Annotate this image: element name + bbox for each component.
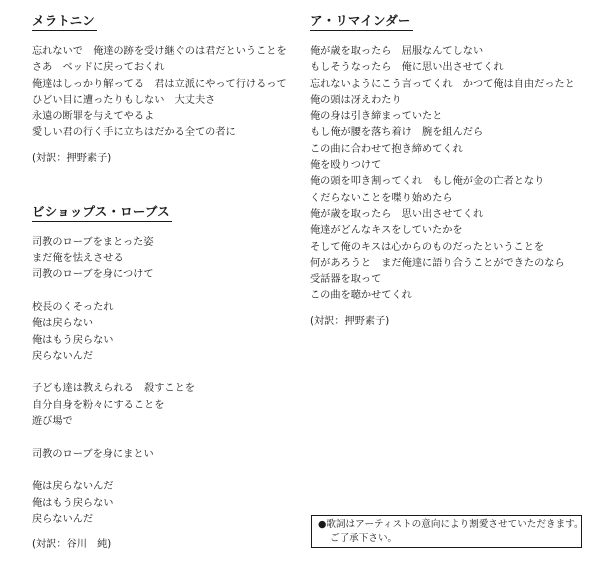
lyric-line: まだ俺を怯えさせる (32, 253, 124, 265)
lyric-line: 受話器を取って (310, 274, 382, 286)
stanza-break (32, 430, 294, 446)
lyric-line: 俺が歳を取ったら 思い出させてくれ (310, 208, 484, 220)
right-column (310, 10, 580, 330)
lyric-line: 俺を殴りつけて (310, 160, 382, 172)
spacer (32, 142, 294, 151)
lyric-line: 愛しい君の行く手に立ちはだかる全ての者に (32, 127, 236, 139)
stanza-break (32, 284, 294, 300)
lyric-line: 俺の頭は冴えわたり (310, 94, 402, 106)
lyric-line: ひどい目に遭ったりもしない 大丈夫さ (32, 94, 216, 106)
lyric-line: 永遠の断罪を与えてやるよ (32, 111, 155, 123)
lyrics-block (32, 235, 294, 528)
spacer (32, 528, 294, 537)
lyric-line: 戻らないんだ (32, 513, 94, 525)
lyric-line: 俺はもう戻らない (32, 497, 114, 509)
song-bishops-robes (32, 201, 294, 553)
spacer (32, 31, 294, 44)
lyrics-block (310, 44, 580, 305)
lyric-line: さあ ベッドに戻っておくれ (32, 62, 165, 74)
lyric-line: 俺は戻らないんだ (32, 481, 114, 493)
song-title: ビショップス・ローブス (32, 203, 172, 222)
stanza-break (32, 463, 294, 479)
lyric-line: 校長のくそったれ (32, 301, 114, 313)
translator-credit: (対訳：押野素子) (32, 152, 112, 164)
spacer (32, 222, 294, 235)
lyric-line: 俺達はしっかり解ってる 君は立派にやって行けるって (32, 78, 287, 90)
lyric-line: 忘れないで 俺達の跡を受け継ぐのは君だということを (32, 46, 287, 57)
lyrics-block (32, 44, 294, 142)
stanza-break (32, 365, 294, 381)
translator-credit: (対訳：谷川 純) (32, 539, 112, 551)
song-a-reminder (310, 10, 580, 330)
lyric-line: くだらないことを喋り始めたら (310, 192, 453, 204)
notice-line: ご了承下さい。 (330, 533, 398, 544)
lyric-line: 自分自身を粉々にすることを (32, 399, 165, 411)
lyric-line: 俺はもう戻らない (32, 334, 114, 346)
lyric-line: 司教のローブをまとった姿 (32, 236, 154, 248)
lyric-line: もしそうなったら 俺に思い出させてくれ (310, 62, 504, 74)
lyric-line: 俺達がどんなキスをしていたかを (310, 225, 463, 237)
lyric-line: この曲を聴かせてくれ (310, 290, 412, 302)
lyric-line: 忘れないようにこう言ってくれ かつて俺は自由だったと (310, 78, 575, 90)
lyric-line: 遊び場で (32, 416, 73, 428)
lyric-line: 何があろうと まだ俺達に語り合うことができたのなら (310, 257, 565, 269)
spacer (310, 305, 580, 314)
notice-line: ●歌詞はアーティストの意向により割愛させていただきます。 (318, 519, 584, 530)
lyrics-omitted-notice (311, 515, 582, 548)
spacer (310, 31, 580, 44)
song-title: ア・リマインダー (310, 12, 413, 31)
lyric-line: 俺が歳を取ったら 屈服なんてしない (310, 46, 484, 57)
lyric-line: 司教のローブを身にまとい (32, 448, 154, 460)
lyric-line: 俺の頭を叩き割ってくれ もし俺が金の亡者となり (310, 176, 545, 188)
song-title: メラトニン (32, 12, 97, 31)
song-melatonin (32, 10, 294, 167)
lyric-line: 司教のローブを身につけて (32, 269, 154, 281)
lyric-line: この曲に合わせて抱き締めてくれ (310, 143, 463, 155)
lyric-line: もし俺が腰を落ち着け 腕を組んだら (310, 127, 484, 139)
lyric-line: 子ども達は教えられる 殺すことを (32, 383, 195, 395)
lyric-line: 俺の身は引き締まっていたと (310, 111, 443, 123)
lyric-line: そして俺のキスは心からのものだったということを (310, 241, 545, 253)
spacer (32, 167, 294, 201)
left-column (32, 10, 294, 553)
lyric-line: 俺は戻らない (32, 318, 94, 330)
lyric-line: 戻らないんだ (32, 350, 94, 362)
translator-credit: (対訳：押野素子) (310, 315, 390, 327)
